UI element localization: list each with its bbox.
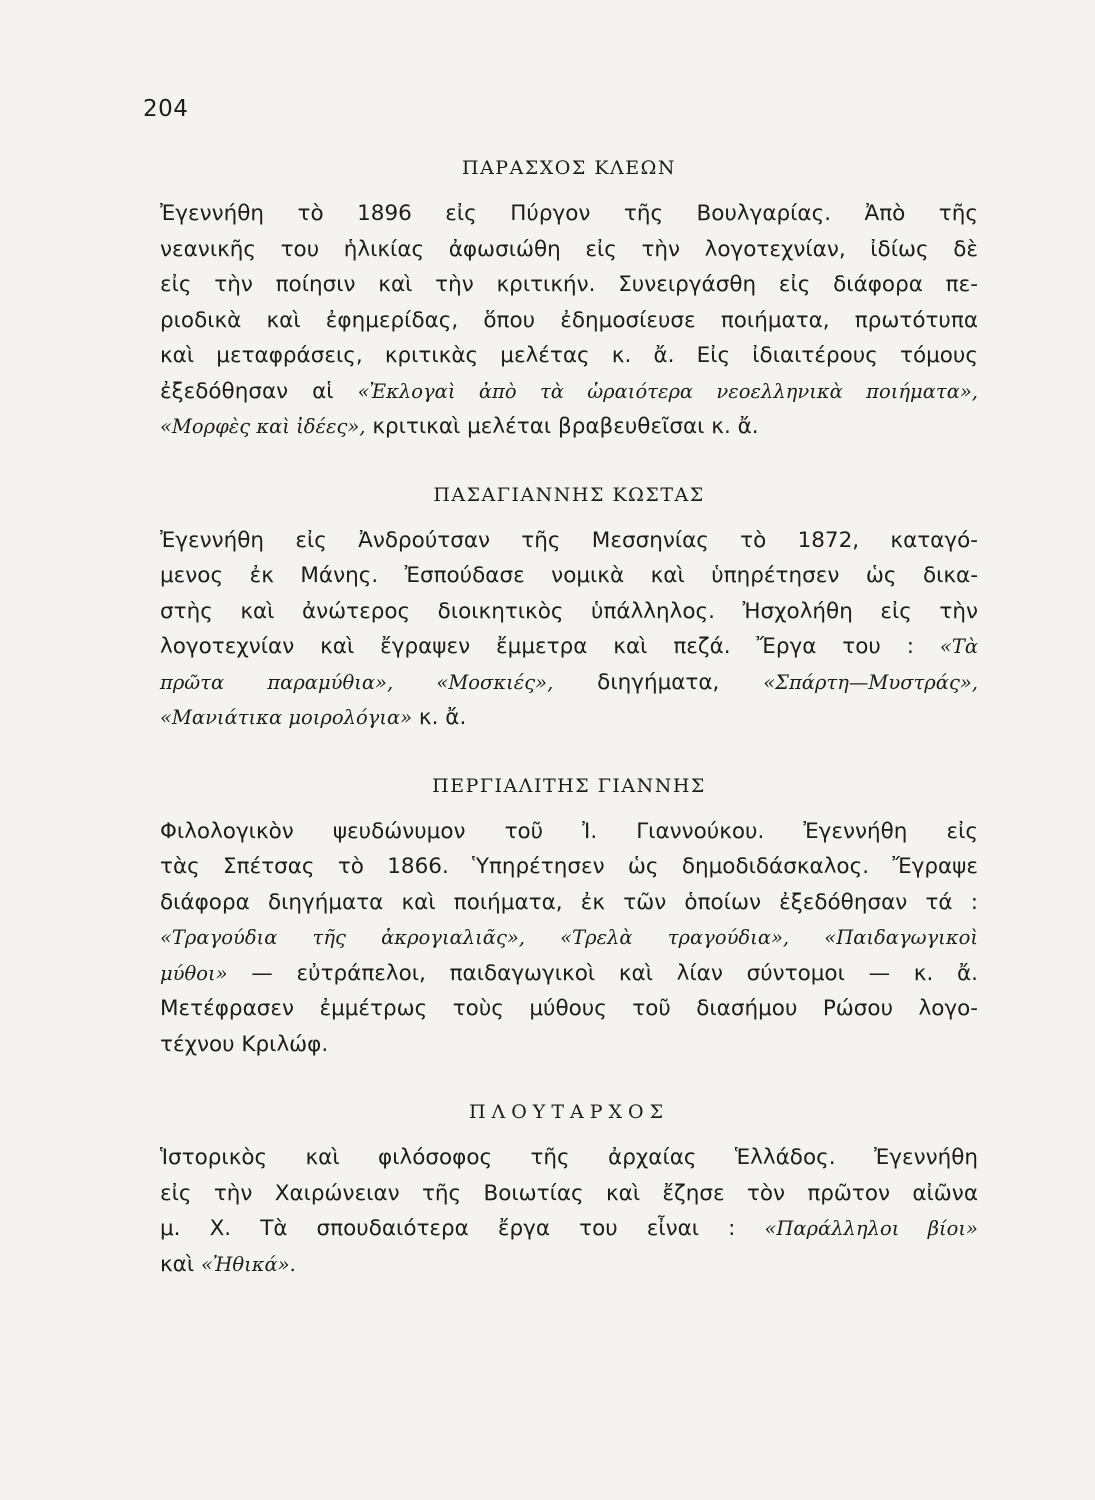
- text-line: [160, 991, 978, 1027]
- text-line: [160, 1027, 978, 1063]
- text-line: [160, 1211, 978, 1247]
- text-segment: λογοτεχνίαν καὶ ἔγραψεν ἔμμετρα καὶ πεζά. Ἔργα του :: [160, 634, 940, 659]
- italic-title-text: πρῶτα παραμύθια», «Μοσκιές»,: [160, 670, 554, 694]
- biography-entry: [160, 477, 978, 736]
- text-line: [160, 196, 978, 232]
- text-segment: τὰς Σπέτσας τὸ 1866. Ὑπηρέτησεν ὡς δημοδιδάσκαλος. Ἔγραψε: [160, 854, 978, 879]
- italic-title-text: «Σπάρτη—Μυστράς»,: [763, 670, 978, 694]
- text-segment: καὶ μεταφράσεις, κριτικὰς μελέτας κ. ἄ. Εἰς ἰδιαιτέρους τόμους: [160, 343, 978, 368]
- text-line: [160, 374, 978, 410]
- text-segment: κριτικαὶ μελέται βραβευθεῖσαι κ. ἄ.: [365, 414, 759, 439]
- entry-title: ΠΑΡΑΣΧΟΣ ΚΛΕΩΝ: [462, 157, 676, 179]
- biography-entry: [160, 1094, 978, 1282]
- text-segment: στὴς καὶ ἀνώτερος διοικητικὸς ὑπάλληλος. Ἠσχολήθη εἰς τὴν: [160, 598, 978, 624]
- text-segment: διηγήματα,: [553, 669, 764, 695]
- page-content: [160, 150, 978, 1314]
- biography-entry: [160, 768, 978, 1063]
- text-segment: ἐξεδόθησαν αἱ: [160, 378, 358, 404]
- text-line: [160, 665, 978, 701]
- text-line: [160, 700, 978, 736]
- text-segment: καὶ: [160, 1251, 201, 1277]
- text-line: [160, 956, 978, 992]
- page-number: 204: [143, 96, 189, 122]
- text-segment: Ἱστορικὸς καὶ φιλόσοφος τῆς ἀρχαίας Ἑλλάδος. Ἐγεννήθη: [160, 1145, 978, 1170]
- italic-title-text: «Μορφὲς καὶ ἰδέες»,: [160, 415, 366, 438]
- text-line: [160, 920, 978, 956]
- text-segment: νεανικῆς του ἡλικίας ἀφωσιώθη εἰς τὴν λογοτεχνίαν, ἰδίως δὲ: [160, 236, 978, 262]
- entry-text: [160, 523, 978, 736]
- text-segment: μ. Χ. Τὰ σπουδαιότερα ἔργα του εἶναι :: [160, 1216, 765, 1241]
- text-segment: — εὐτράπελοι, παιδαγωγικοὶ καὶ λίαν σύντομοι — κ. ἄ.: [227, 960, 978, 986]
- text-segment: εἰς τὴν Χαιρώνειαν τῆς Βοιωτίας καὶ ἔζησε τὸν πρῶτον αἰῶνα: [160, 1180, 978, 1206]
- italic-title-text: «Παράλληλοι βίοι»: [764, 1217, 978, 1240]
- text-segment: κ. ἄ.: [412, 705, 467, 730]
- text-line: [160, 523, 978, 559]
- text-line: [160, 849, 978, 885]
- text-line: [160, 338, 978, 374]
- italic-title-text: «Ἠθικά».: [200, 1252, 296, 1276]
- text-line: [160, 1140, 978, 1176]
- text-segment: Μετέφρασεν ἐμμέτρως τοὺς μύθους τοῦ διασήμου Ρώσου λογο-: [160, 996, 978, 1021]
- text-line: [160, 232, 978, 268]
- entry-text: [160, 196, 978, 445]
- entry-title: ΠΛΟΥΤΑΡΧΟΣ: [468, 1101, 670, 1123]
- text-line: [160, 885, 978, 921]
- italic-title-text: «Ἐκλογαὶ ἀπὸ τὰ ὡραιότερα νεοελληνικὰ ποιήματα»,: [357, 379, 978, 403]
- text-line: [160, 1176, 978, 1212]
- biography-entry: [160, 150, 978, 445]
- italic-title-text: «Τραγούδια τῆς ἀκρογιαλιᾶς», «Τρελὰ τραγούδια», «Παιδαγωγικοὶ: [160, 926, 978, 949]
- entry-text: [160, 814, 978, 1063]
- text-line: [160, 629, 978, 665]
- text-segment: διάφορα διηγήματα καὶ ποιήματα, ἐκ τῶν ὁποίων ἐξεδόθησαν τά :: [160, 889, 978, 915]
- text-segment: Ἐγεννήθη εἰς Ἀνδρούτσαν τῆς Μεσσηνίας τὸ 1872, καταγό-: [160, 527, 978, 553]
- italic-title-text: «Μανιάτικα μοιρολόγια»: [160, 706, 413, 729]
- text-line: [160, 303, 978, 339]
- text-segment: μενος ἐκ Μάνης. Ἐσπούδασε νομικὰ καὶ ὑπηρέτησεν ὡς δικα-: [160, 563, 978, 588]
- entry-title: ΠΕΡΓΙΑΛΙΤΗΣ ΓΙΑΝΝΗΣ: [432, 774, 706, 797]
- text-line: [160, 1247, 978, 1283]
- text-line: [160, 267, 978, 303]
- italic-title-text: «Τὰ: [939, 635, 978, 658]
- text-segment: ριοδικὰ καὶ ἐφημερίδας, ὅπου ἐδημοσίευσε ποιήματα, πρωτότυπα: [160, 307, 978, 333]
- text-line: [160, 594, 978, 630]
- entry-title: ΠΑΣΑΓΙΑΝΝΗΣ ΚΩΣΤΑΣ: [433, 483, 705, 506]
- text-segment: εἰς τὴν ποίησιν καὶ τὴν κριτικήν. Συνειργάσθη εἰς διάφορα πε-: [160, 272, 978, 297]
- text-segment: τέχνου Κριλώφ.: [160, 1031, 329, 1057]
- text-line: [160, 558, 978, 594]
- entry-text: [160, 1140, 978, 1282]
- italic-title-text: μύθοι»: [160, 961, 228, 985]
- text-segment: Ἐγεννήθη τὸ 1896 εἰς Πύργον τῆς Βουλγαρίας. Ἀπὸ τῆς: [160, 201, 978, 226]
- text-segment: Φιλολογικὸν ψευδώνυμον τοῦ Ἰ. Γιαννούκου. Ἐγεννήθη εἰς: [160, 818, 978, 844]
- text-line: [160, 409, 978, 445]
- text-line: [160, 814, 978, 850]
